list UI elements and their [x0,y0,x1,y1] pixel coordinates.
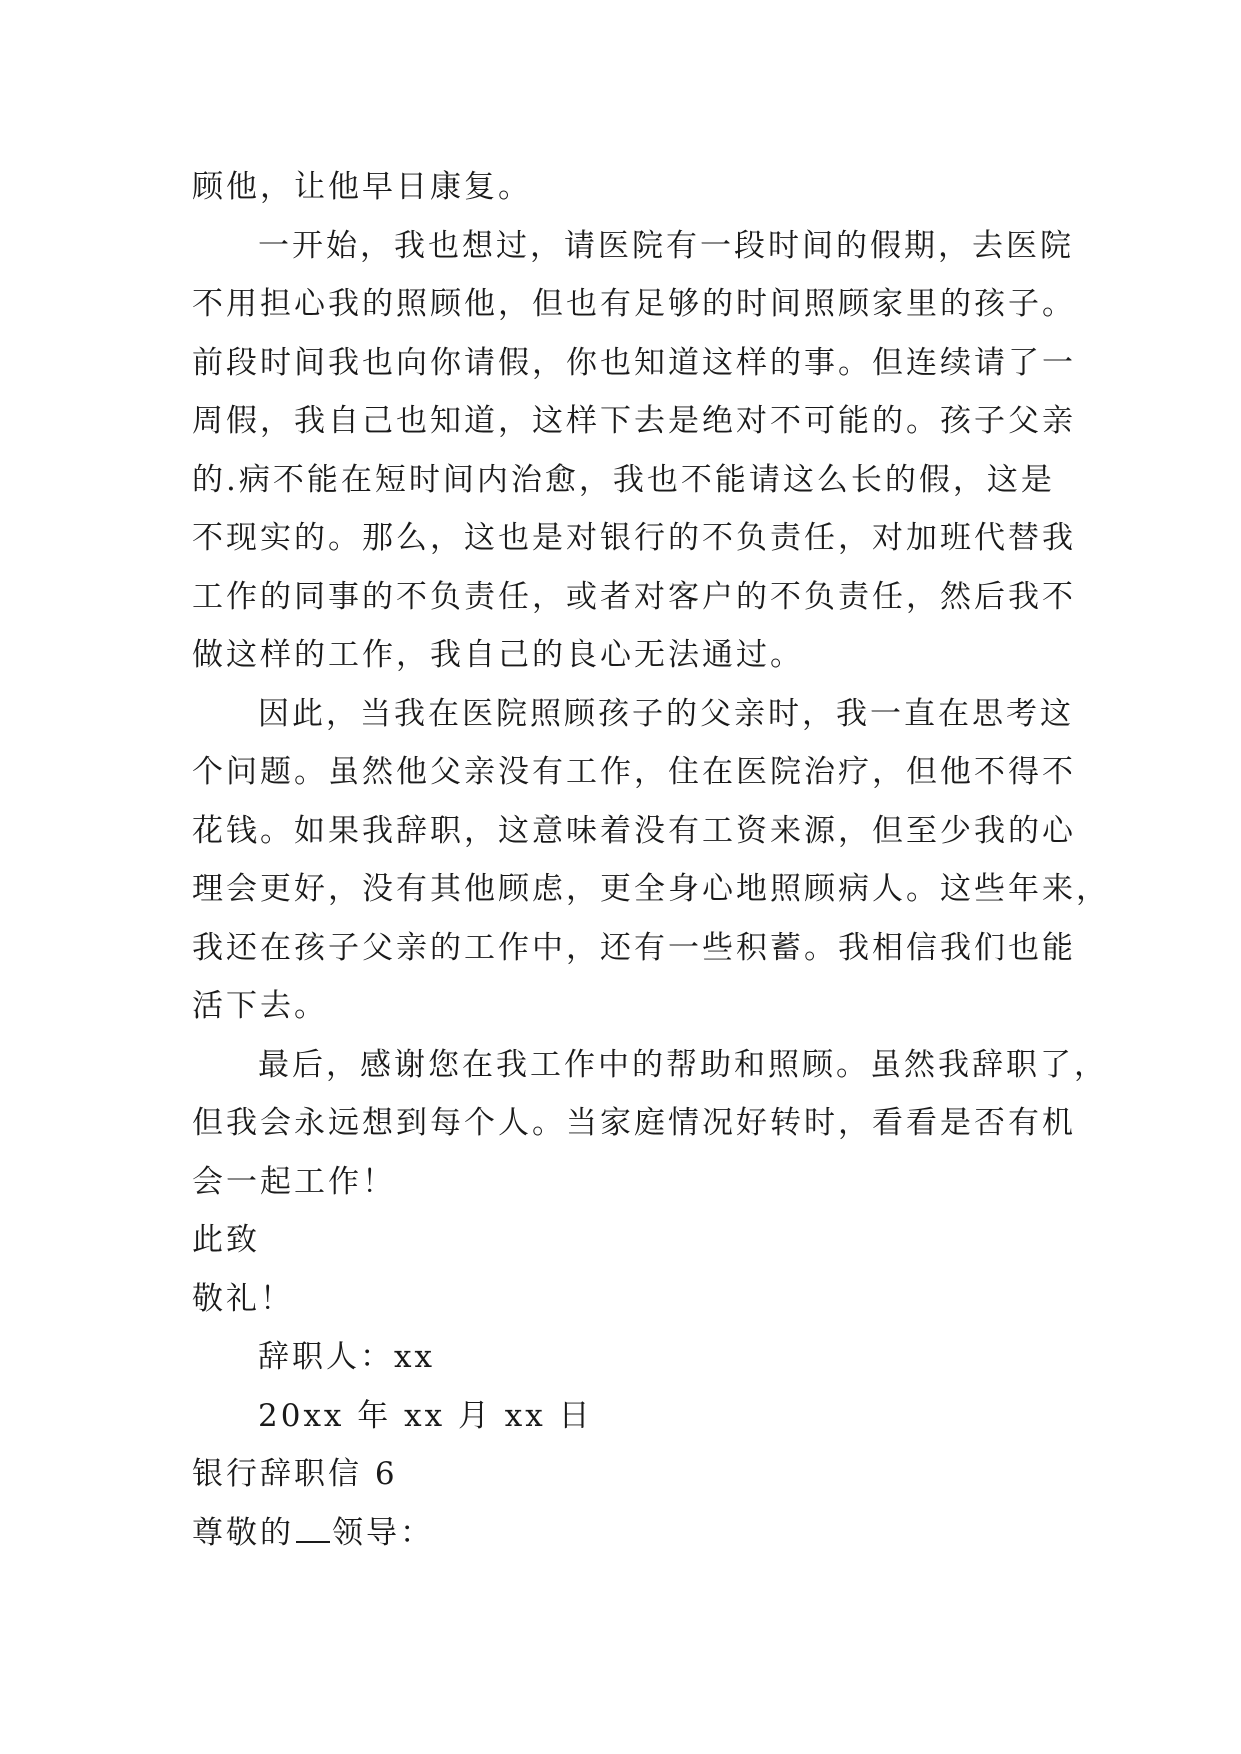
paragraph-line: 会一起工作！ [192,1163,396,1200]
paragraph-line: 个问题。虽然他父亲没有工作，住在医院治疗，但他不得不 [192,754,1076,790]
salutation-line [192,1504,1072,1563]
paragraph-line: 一开始，我也想过，请医院有一段时间的假期，去医院 [258,227,1074,264]
paragraph-line: 前段时间我也向你请假，你也知道这样的事。但连续请了一 [192,344,1076,381]
paragraph-line: 最后，感谢您在我工作中的帮助和照顾。虽然我辞职了， [258,1046,1108,1083]
paragraph-line: 顾他，让他早日康复。 [192,169,532,205]
paragraph-line: 周假，我自己也知道，这样下去是绝对不可能的。孩子父亲 [192,403,1076,439]
closing-line: 敬礼！ [192,1280,294,1317]
paragraph-line: 因此，当我在医院照顾孩子的父亲时，我一直在思考这 [258,695,1074,732]
paragraph-line: 活下去。 [192,988,328,1024]
blank-underline [296,1511,330,1543]
paragraph-line: 花钱。如果我辞职，这意味着没有工资来源，但至少我的心 [192,812,1076,849]
signature-line: 辞职人：xx [258,1339,435,1375]
paragraph-line: 做这样的工作，我自己的良心无法通过。 [192,637,804,673]
paragraph-line: 但我会永远想到每个人。当家庭情况好转时，看看是否有机 [192,1105,1076,1141]
closing-line: 此致 [192,1222,260,1258]
salutation-suffix: 领导： [332,1514,434,1551]
paragraph-line: 的.病不能在短时间内治愈，我也不能请这么长的假，这是 [192,461,1055,498]
paragraph-line: 我还在孩子父亲的工作中，还有一些积蓄。我相信我们也能 [192,929,1076,966]
paragraph-line: 不用担心我的照顾他，但也有足够的时间照顾家里的孩子。 [192,286,1076,322]
paragraph-line: 理会更好，没有其他顾虑，更全身心地照顾病人。这些年来， [192,871,1110,907]
letter-body [192,158,1110,1562]
salutation-prefix: 尊敬的 [192,1514,294,1551]
paragraph-line: 不现实的。那么，这也是对银行的不负责任，对加班代替我 [192,520,1076,556]
paragraph-line: 工作的同事的不负责任，或者对客户的不负责任，然后我不 [192,578,1076,615]
date-line: 20xx 年 xx 月 xx 日 [258,1397,593,1434]
section-title: 银行辞职信 6 [192,1456,398,1492]
